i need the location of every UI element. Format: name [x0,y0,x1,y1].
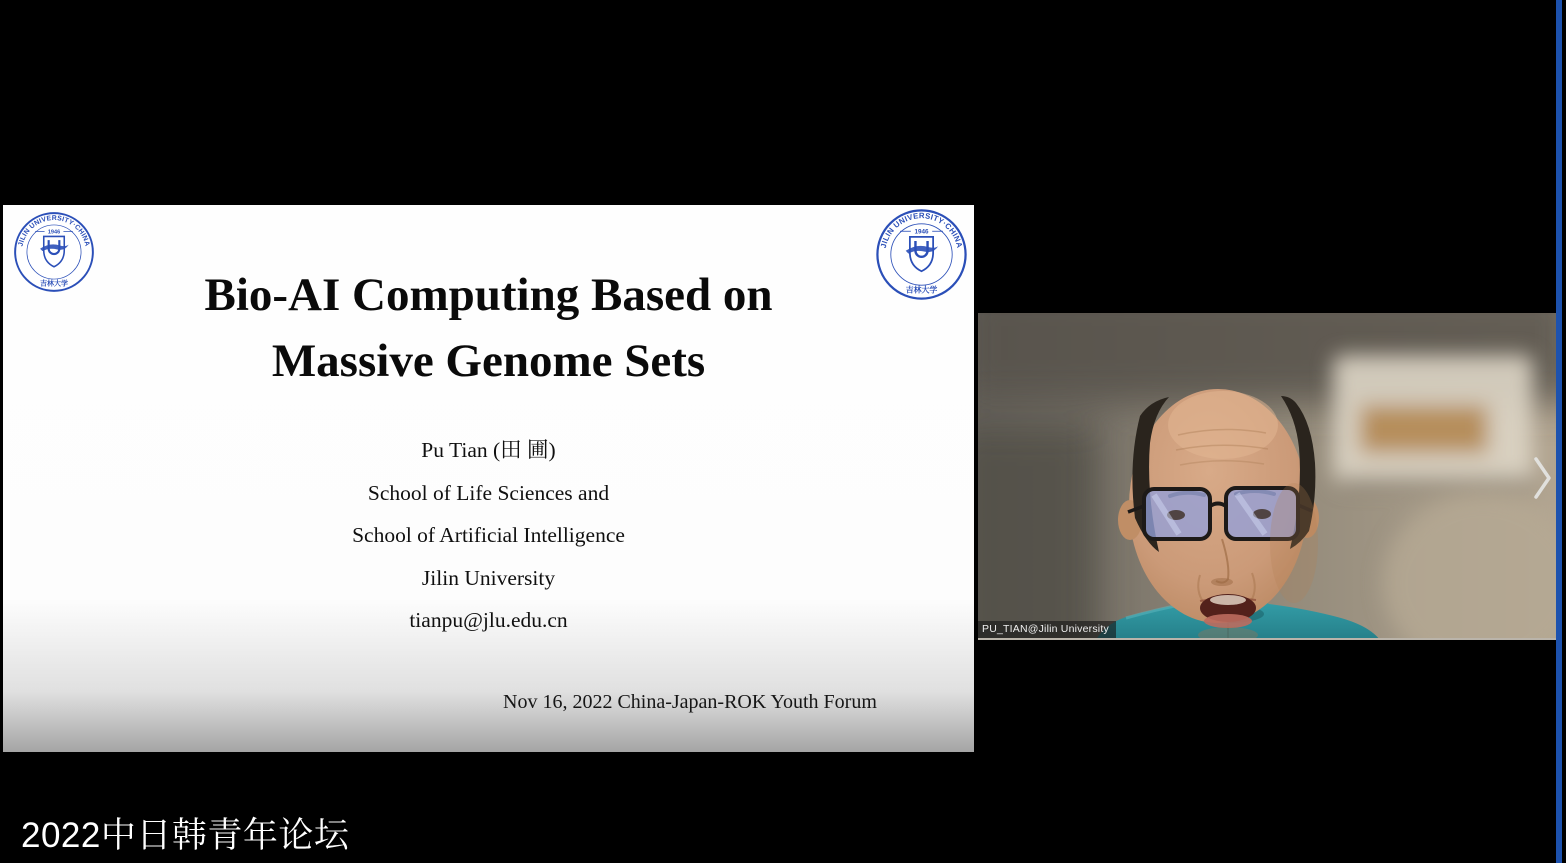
forum-caption: 2022中日韩青年论坛 [21,816,350,855]
logo-arc-text: JILIN UNIVERSITY·CHINA [17,214,91,248]
slide-title [3,262,974,394]
author-affiliation-1: School of Life Sciences and [367,480,610,505]
presenter-portrait [978,313,1556,640]
webcam-video-tile[interactable] [978,313,1556,640]
logo-year-text: 1946 [47,229,61,236]
author-university: Jilin University [421,565,556,590]
author-email: tianpu@jlu.edu.cn [409,608,568,633]
presentation-slide [3,205,974,752]
slide-title-line2: Massive Genome Sets [271,335,706,387]
author-block [3,429,974,642]
author-name: Pu Tian (田 圃) [421,438,556,462]
window-edge-strip [1556,0,1562,863]
logo-chinese-name: 吉林大学 [905,285,938,295]
participant-nametag: PU_TIAN@Jilin University [978,621,1116,638]
logo-arc-text: JILIN UNIVERSITY·CHINA [878,211,965,249]
author-affiliation-2: School of Artificial Intelligence [352,523,625,548]
chevron-right-icon[interactable] [1533,456,1553,500]
slide-title-line1: Bio-AI Computing Based on [204,269,773,321]
logo-year-text: 1946 [914,228,929,236]
slide-footer-date: Nov 16, 2022 China-Japan-ROK Youth Forum [503,691,877,713]
logo-chinese-name: 吉林大学 [40,280,68,288]
